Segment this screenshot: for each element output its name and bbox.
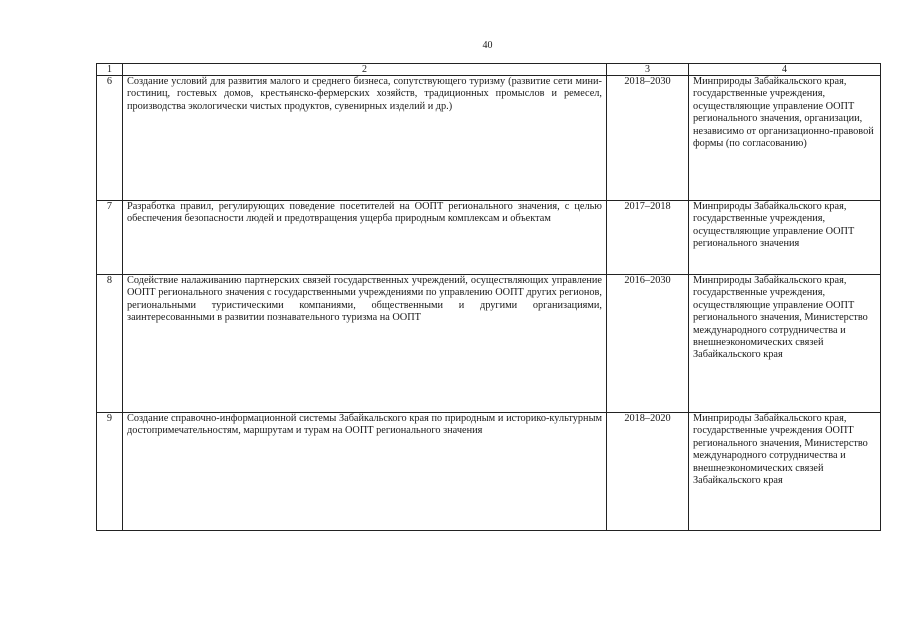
row-description: Содействие налаживанию партнерских связей государственных учреждений, осуществляющих управление ООПТ регионального значения с государственными учреждениями по управлению ООПТ других регионов, региональными туристическими компаниями, общественными и другими организациями, заинтересованными в развитии познавательного туризма на ООПТ (123, 275, 607, 413)
table-header-row (97, 64, 881, 76)
row-responsible: Минприроды Забайкальского края, государственные учреждения, осуществляющие управление ООПТ регионального значения, организации, независимо от организационно-правовой формы (по согласованию) (689, 76, 881, 201)
row-responsible: Минприроды Забайкальского края, государственные учреждения, осуществляющие управление ООПТ регионального значения (689, 201, 881, 275)
row-period: 2018–2020 (607, 413, 689, 531)
table-row (97, 275, 881, 413)
row-description: Разработка правил, регулирующих поведение посетителей на ООПТ регионального значения, с целью обеспечения безопасности людей и предотвращения ущерба природным комплексам и объектам (123, 201, 607, 275)
row-number: 6 (97, 76, 123, 201)
measures-table (96, 63, 881, 531)
row-period: 2018–2030 (607, 76, 689, 201)
row-responsible: Минприроды Забайкальского края, государственные учреждения ООПТ регионального значения, Министерство международного сотрудничества и внешнеэкономических связей Забайкальского края (689, 413, 881, 531)
row-number: 7 (97, 201, 123, 275)
row-responsible: Минприроды Забайкальского края, государственные учреждения, осуществляющие управление ООПТ регионального значения, Министерство международного сотрудничества и внешнеэкономических связей Забайкальского края (689, 275, 881, 413)
table-row (97, 413, 881, 531)
row-period: 2016–2030 (607, 275, 689, 413)
header-col-4: 4 (689, 64, 881, 76)
row-description: Создание справочно-информационной системы Забайкальского края по природным и историко-культурным достопримечательностям, маршрутам и турам на ООПТ регионального значения (123, 413, 607, 531)
row-number: 8 (97, 275, 123, 413)
row-description: Создание условий для развития малого и среднего бизнеса, сопутствующего туризму (развитие сети мини-гостиниц, гостевых домов, крестьянско-фермерских хозяйств, традиционных промыслов и ремесел, производства экологически чистых продуктов, сувенирных изделий и др.) (123, 76, 607, 201)
page-number: 40 (482, 40, 493, 51)
table-row (97, 76, 881, 201)
header-col-3: 3 (607, 64, 689, 76)
table-row (97, 201, 881, 275)
row-number: 9 (97, 413, 123, 531)
header-col-1: 1 (97, 64, 123, 76)
row-period: 2017–2018 (607, 201, 689, 275)
header-col-2: 2 (123, 64, 607, 76)
